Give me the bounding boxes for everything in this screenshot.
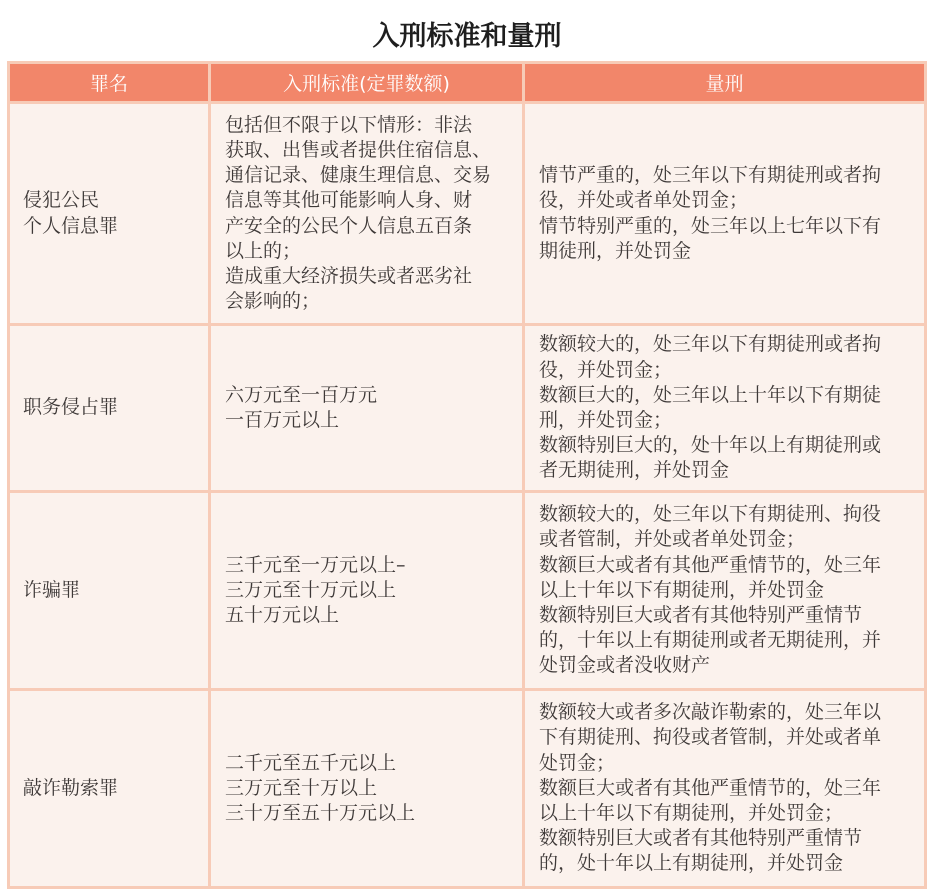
penalty-line: 数额较大的，处三年以下有期徒刑、拘役 <box>539 503 882 526</box>
standard-line: 三千元至一万元以上– <box>225 553 406 576</box>
standard-cell <box>211 104 522 323</box>
table-row <box>10 493 924 688</box>
crime-name-line: 敲诈勒索罪 <box>23 776 119 799</box>
standard-line: 三万元至十万元以上 <box>225 578 397 601</box>
penalty-cell <box>525 691 924 886</box>
penalty-line: 数额较大或者多次敲诈勒索的，处三年以 <box>539 701 882 724</box>
penalty-line: 刑，并处罚金； <box>539 409 673 432</box>
crime-name-line: 侵犯公民 <box>23 189 100 212</box>
standard-line: 三十万至五十万元以上 <box>225 802 416 825</box>
standard-line: 获取、出售或者提供住宿信息、 <box>225 138 492 161</box>
penalty-line: 以上十年以下有期徒刑，并处罚金 <box>539 578 825 601</box>
standard-line: 五十万元以上 <box>225 604 340 627</box>
penalty-line: 的，十年以上有期徒刑或者无期徒刑，并 <box>539 629 882 652</box>
penalty-line: 数额特别巨大或者有其他特别严重情节 <box>539 604 863 627</box>
table-row <box>10 691 924 886</box>
page-title: 入刑标准和量刑 <box>372 21 562 53</box>
column-header-crime-name: 罪名 <box>10 64 208 101</box>
sentencing-table <box>7 61 927 889</box>
standard-line: 包括但不限于以下情形：非法 <box>225 113 473 136</box>
penalty-cell <box>525 104 924 323</box>
standard-cell <box>211 493 522 688</box>
table-row <box>10 326 924 490</box>
standard-line: 二千元至五千元以上 <box>225 751 397 774</box>
crime-name-line: 诈骗罪 <box>23 578 81 601</box>
standard-cell <box>211 326 522 490</box>
column-header-penalty: 量刑 <box>525 64 924 101</box>
crime-name-cell <box>10 691 208 886</box>
penalty-line: 或者管制，并处或者单处罚金； <box>539 528 806 551</box>
standard-line: 以上的； <box>225 239 302 262</box>
penalty-line: 期徒刑，并处罚金 <box>539 239 692 262</box>
penalty-line: 的，处十年以上有期徒刑，并处罚金 <box>539 852 844 875</box>
penalty-line: 以上十年以下有期徒刑，并处罚金； <box>539 802 844 825</box>
penalty-line: 数额巨大或者有其他严重情节的，处三年 <box>539 553 882 576</box>
standard-line: 会影响的； <box>225 290 321 313</box>
penalty-line: 数额巨大的，处三年以上十年以下有期徒 <box>539 383 882 406</box>
penalty-line: 数额特别巨大的，处十年以上有期徒刑或 <box>539 434 882 457</box>
penalty-line: 数额特别巨大或者有其他特别严重情节 <box>539 827 863 850</box>
standard-line: 通信记录、健康生理信息、交易 <box>225 164 492 187</box>
table-header-row <box>10 64 924 101</box>
penalty-line: 下有期徒刑、拘役或者管制，并处或者单 <box>539 726 882 749</box>
penalty-cell <box>525 493 924 688</box>
penalty-line: 役，并处或者单处罚金； <box>539 189 749 212</box>
penalty-line: 情节严重的，处三年以下有期徒刑或者拘 <box>539 164 882 187</box>
penalty-line: 数额巨大或者有其他严重情节的，处三年 <box>539 776 882 799</box>
penalty-line: 情节特别严重的，处三年以上七年以下有 <box>539 214 882 237</box>
standard-line: 六万元至一百万元 <box>225 383 378 406</box>
standard-cell <box>211 691 522 886</box>
crime-name-line: 职务侵占罪 <box>23 396 119 419</box>
penalty-line: 役，并处罚金； <box>539 358 673 381</box>
sentencing-table-container <box>7 61 927 889</box>
standard-line: 产安全的公民个人信息五百条 <box>225 214 473 237</box>
crime-name-cell <box>10 493 208 688</box>
standard-line: 三万元至十万以上 <box>225 776 378 799</box>
column-header-standard: 入刑标准(定罪数额) <box>211 64 522 101</box>
crime-name-cell <box>10 326 208 490</box>
crime-name-line: 个人信息罪 <box>23 214 119 237</box>
penalty-line: 数额较大的，处三年以下有期徒刑或者拘 <box>539 333 882 356</box>
standard-line: 一百万元以上 <box>225 409 340 432</box>
penalty-line: 处罚金； <box>539 751 616 774</box>
standard-line: 造成重大经济损失或者恶劣社 <box>225 264 473 287</box>
crime-name-cell <box>10 104 208 323</box>
penalty-line: 处罚金或者没收财产 <box>539 654 711 677</box>
standard-line: 信息等其他可能影响人身、财 <box>225 189 473 212</box>
penalty-line: 者无期徒刑，并处罚金 <box>539 459 730 482</box>
table-row <box>10 104 924 323</box>
penalty-cell <box>525 326 924 490</box>
